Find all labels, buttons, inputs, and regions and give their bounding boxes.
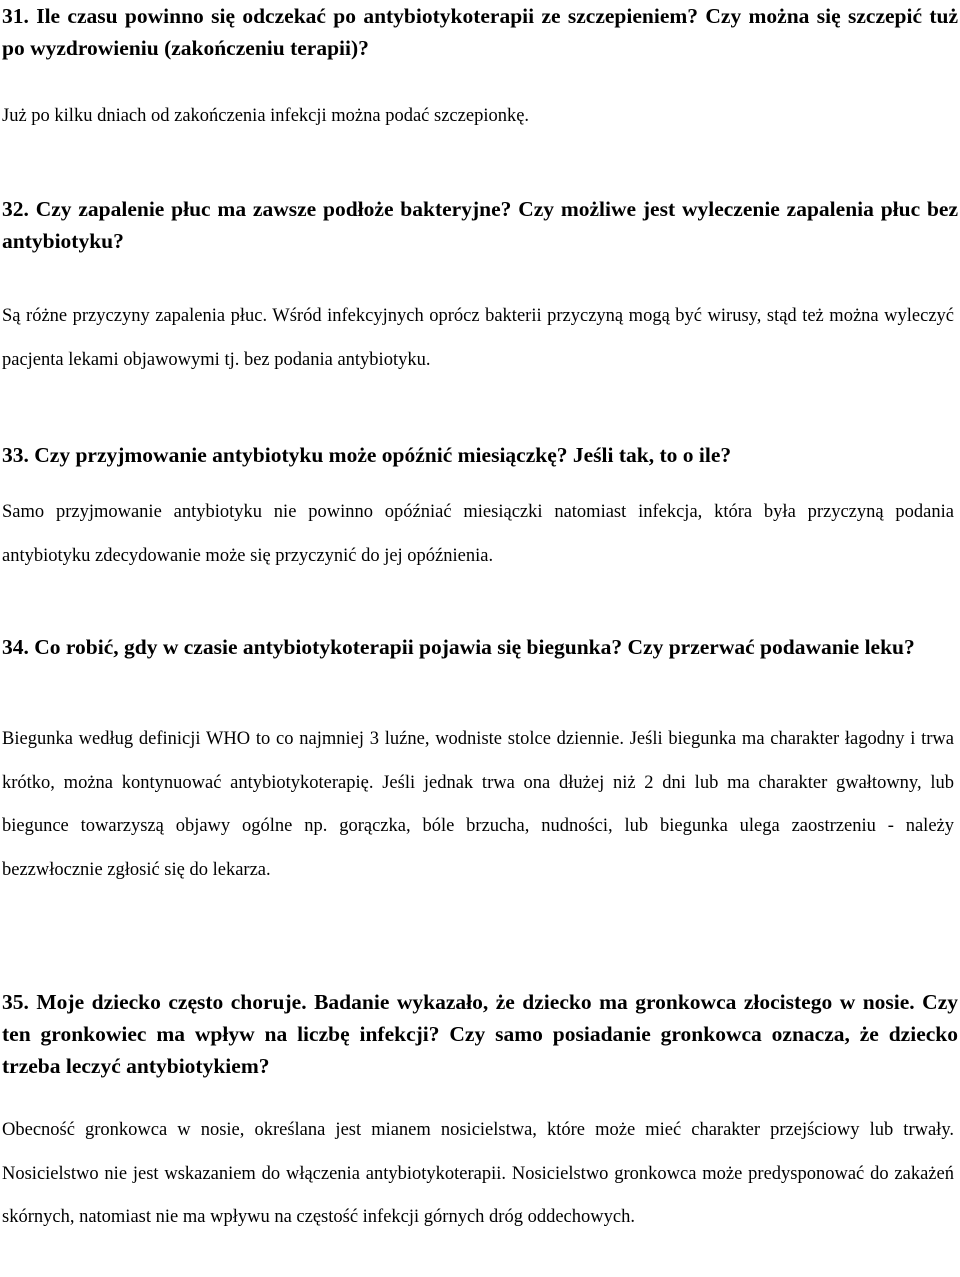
question-33: 33. Czy przyjmowanie antybiotyku może opóźnić miesiączkę? Jeśli tak, to o ile? — [2, 443, 732, 467]
question-35: 35. Moje dziecko często choruje. Badanie wykazało, że dziecko ma gronkowca złocistego w nosie. Czy ten gronkowiec ma wpływ na liczbę infekcji? Czy samo posiadanie gronkowca oznacza, że dziecko trzeba leczyć antybiotykiem? — [2, 990, 958, 1078]
question-32: 32. Czy zapalenie płuc ma zawsze podłoże bakteryjne? Czy możliwe jest wyleczenie zapalenia płuc bez antybiotyku? — [2, 197, 958, 253]
answer-31: Już po kilku dniach od zakończenia infekcji można podać szczepionkę. — [2, 106, 530, 126]
answer-35: Obecność gronkowca w nosie, określana jest mianem nosicielstwa, które może mieć charakter przejściowy lub trwały. Nosicielstwo nie jest wskazaniem do włączenia antybiotykoterapii. Nosicielstwo gronkowca może predysponować do zakażeń skórnych, natomiast nie ma wpływu na częstość infekcji górnych dróg oddechowych. — [2, 1120, 954, 1227]
answer-32: Są różne przyczyny zapalenia płuc. Wśród infekcyjnych oprócz bakterii przyczyną mogą być wirusy, stąd też można wyleczyć pacjenta lekami objawowymi tj. bez podania antybiotyku. — [2, 306, 954, 370]
answer-33: Samo przyjmowanie antybiotyku nie powinno opóźniać miesiączki natomiast infekcja, która była przyczyną podania antybiotyku zdecydowanie może się przyczynić do jej opóźnienia. — [2, 502, 954, 566]
question-34: 34. Co robić, gdy w czasie antybiotykoterapii pojawia się biegunka? Czy przerwać podawanie leku? — [2, 635, 915, 659]
question-31: 31. Ile czasu powinno się odczekać po antybiotykoterapii ze szczepieniem? Czy można się szczepić tuż po wyzdrowieniu (zakończeniu terapii)? — [2, 4, 958, 60]
answer-34: Biegunka według definicji WHO to co najmniej 3 luźne, wodniste stolce dziennie. Jeśli biegunka ma charakter łagodny i trwa krótko, można kontynuować antybiotykoterapię. Jeśli jednak trwa ona dłużej niż 2 dni lub ma charakter gwałtowny, lub biegunce towarzyszą objawy ogólne np. gorączka, bóle brzucha, nudności, lub biegunka ulega zaostrzeniu - należy bezzwłocznie zgłosić się do lekarza. — [2, 729, 954, 880]
